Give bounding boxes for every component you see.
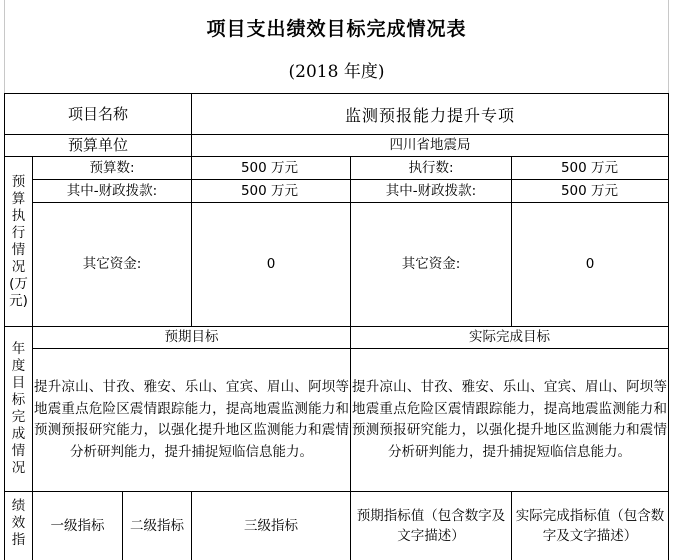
budget-section-char: 况 <box>11 258 26 275</box>
indicator-section-char: 绩 <box>11 498 26 514</box>
page-subtitle: (2018 年度) <box>288 61 385 82</box>
actual-indicator-value-header: 实际完成指标值（包含数字及文字描述） <box>515 508 665 544</box>
other-funds-label-executed: 其它资金: <box>401 256 461 272</box>
budget-section-char: 预 <box>11 173 26 190</box>
annual-goal-section-label <box>5 327 32 491</box>
budget-amount-label: 预算数: <box>89 159 135 176</box>
project-name-label: 项目名称 <box>67 104 128 123</box>
fiscal-label-budget: 其中-财政拨款: <box>66 182 158 199</box>
indicator-section-label <box>5 492 32 560</box>
annual-section-char: 目 <box>11 375 26 391</box>
expected-indicator-value-header: 预期指标值（包含数字及文字描述） <box>356 508 506 544</box>
annual-section-char: 成 <box>11 426 26 442</box>
level1-indicator-header: 一级指标 <box>50 517 105 534</box>
budget-unit-label: 预算单位 <box>67 136 128 154</box>
fiscal-label-executed: 其中-财政拨款: <box>385 182 477 199</box>
budget-section-char: 情 <box>11 241 26 258</box>
executed-amount-label: 执行数: <box>408 159 454 176</box>
annual-section-char: 况 <box>11 460 26 476</box>
expected-goal-header: 预期目标 <box>164 329 219 345</box>
executed-amount-value: 500 万元 <box>560 159 618 176</box>
actual-goal-text: 提升凉山、甘孜、雅安、乐山、宜宾、眉山、阿坝等地震重点危险区震情跟踪能力，提高地震监测能力和预测预报研究能力，以强化提升地区监测能力和震情分析研判能力，提升捕捉短临信息能力。 <box>352 379 667 460</box>
fiscal-value-executed: 500 万元 <box>560 182 618 199</box>
project-name-value: 监测预报能力提升专项 <box>344 105 515 125</box>
indicator-section-char: 效 <box>11 515 26 531</box>
budget-section-char: 执 <box>11 207 26 224</box>
level2-indicator-header: 二级指标 <box>130 517 184 534</box>
actual-goal-header: 实际完成目标 <box>469 329 550 345</box>
annual-section-char: 情 <box>11 443 26 459</box>
budget-section-char: 行 <box>11 224 26 241</box>
budget-section-char: 元) <box>9 292 28 309</box>
budget-section-label <box>5 157 32 326</box>
budget-section-char: (万 <box>9 275 28 292</box>
annual-section-char: 年 <box>11 341 26 357</box>
page-title: 项目支出绩效目标完成情况表 <box>206 17 467 40</box>
annual-section-char: 度 <box>11 358 26 374</box>
other-funds-value-budget: 0 <box>266 256 276 272</box>
annual-section-char: 完 <box>11 409 26 425</box>
indicator-section-char: 指 <box>11 532 26 548</box>
other-funds-value-executed: 0 <box>585 256 595 272</box>
budget-unit-value: 四川省地震局 <box>389 137 471 153</box>
other-funds-label-budget: 其它资金: <box>82 256 142 272</box>
budget-section-char: 算 <box>11 190 26 207</box>
expected-goal-text: 提升凉山、甘孜、雅安、乐山、宜宾、眉山、阿坝等地震重点危险区震情跟踪能力，提高地震监测能力和预测预报研究能力，以强化提升地区监测能力和震情分析研判能力，提升捕捉短临信息能力。 <box>34 379 349 460</box>
level3-indicator-header: 三级指标 <box>244 517 298 534</box>
budget-amount-value: 500 万元 <box>240 159 298 176</box>
fiscal-value-budget: 500 万元 <box>240 182 298 199</box>
annual-section-char: 标 <box>11 392 26 408</box>
